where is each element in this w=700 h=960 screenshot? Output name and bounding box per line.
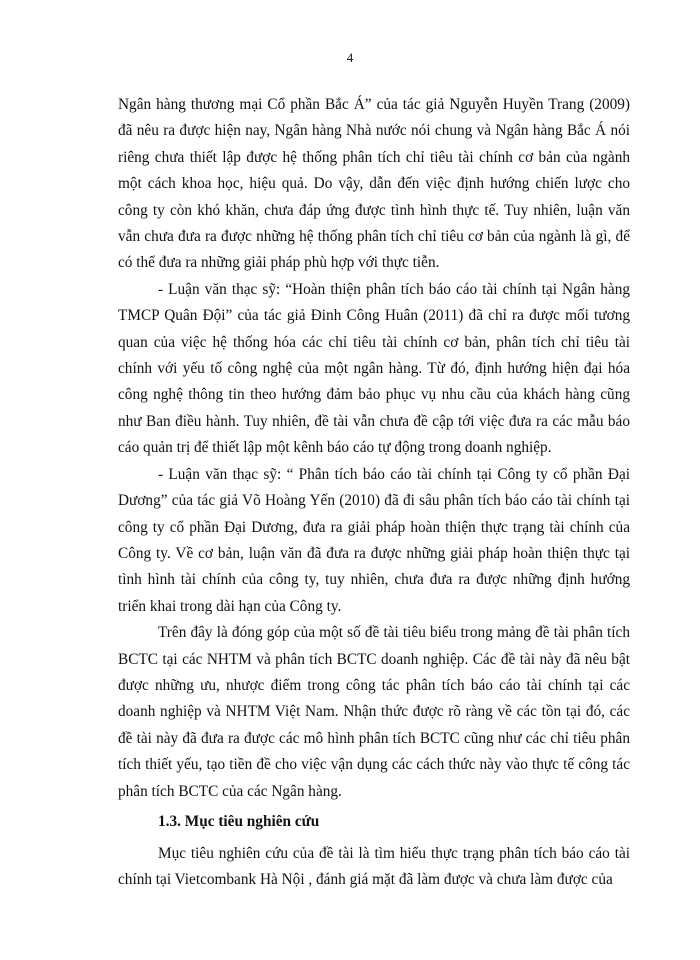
paragraph-continued: Ngân hàng thương mại Cổ phần Bắc Á” của tác giả Nguyễn Huyền Trang (2009) đã nêu ra được hiện nay, Ngân hàng Nhà nước nói chung và Ngân hàng Bắc Á nói riêng chưa thiết lập được hệ thống phân tích chỉ tiêu tài chính cơ bản của ngành một cách khoa học, hiệu quả. Do vậy, dẫn đến việc định hướng chiến lược cho công ty còn khó khăn, chưa đáp ứng được tình hình thực tế. Tuy nhiên, luận văn vẫn chưa đưa ra được những hệ thống phân tích chỉ tiêu cơ bản của ngành là gì, để có thể đưa ra những giải pháp phù hợp với thực tiễn. [118,96,630,272]
body-text [118,92,630,893]
section-heading: 1.3. Mục tiêu nghiên cứu [158,812,320,830]
paragraph-thesis-mb-bank: - Luận văn thạc sỹ: “Hoàn thiện phân tích báo cáo tài chính tại Ngân hàng TMCP Quân Đội” của tác giả Đinh Công Huân (2011) đã chỉ ra được mối tương quan của việc hệ thống hóa các chỉ tiêu tài chính cơ bản, phân tích chỉ tiêu tài chính với yếu tố công nghệ của một ngân hàng. Từ đó, định hướng hiện đại hóa công nghệ thông tin theo hướng đảm bảo phục vụ nhu cầu của khách hàng cũng như Ban điều hành. Tuy nhiên, đề tài vẫn chưa đề cập tới việc đưa ra các mẫu báo cáo quản trị để thiết lập một kênh báo cáo tự động trong doanh nghiệp. [118,280,630,457]
paragraph-thesis-dai-duong: - Luận văn thạc sỹ: “ Phân tích báo cáo tài chính tại Công ty cổ phần Đại Dương” của tác giả Võ Hoàng Yến (2010) đã đi sâu phân tích báo cáo tài chính tại công ty cổ phần Đại Dương, đưa ra giải pháp hoàn thiện thực trạng tài chính của Công ty. Về cơ bản, luận văn đã đưa ra được những giải pháp hoàn thiện thực tại tình hình tài chính của công ty, tuy nhiên, chưa đưa ra được những định hướng triển khai trong dài hạn của Công ty. [118,465,630,615]
paragraph-summary: Trên đây là đóng góp của một số đề tài tiêu biểu trong mảng đề tài phân tích BCTC tại các NHTM và phân tích BCTC doanh nghiệp. Các đề tài này đã nêu bật được những ưu, nhược điểm trong công tác phân tích báo cáo tài chính tại các doanh nghiệp và NHTM Việt Nam. Nhận thức được rõ ràng về các tồn tại đó, các đề tài này đã đưa ra được các mô hình phân tích BCTC cũng như các chỉ tiêu phân tích thiết yếu, tạo tiền đề cho việc vận dụng các cách thức này vào thực tế công tác phân tích BCTC của các Ngân hàng. [118,624,630,800]
paragraph-research-objective: Mục tiêu nghiên cứu của đề tài là tìm hiểu thực trạng phân tích báo cáo tài chính tại Vietcombank Hà Nội , đánh giá mặt đã làm được và chưa làm được của [118,844,630,888]
page-number: 4 [346,50,354,65]
